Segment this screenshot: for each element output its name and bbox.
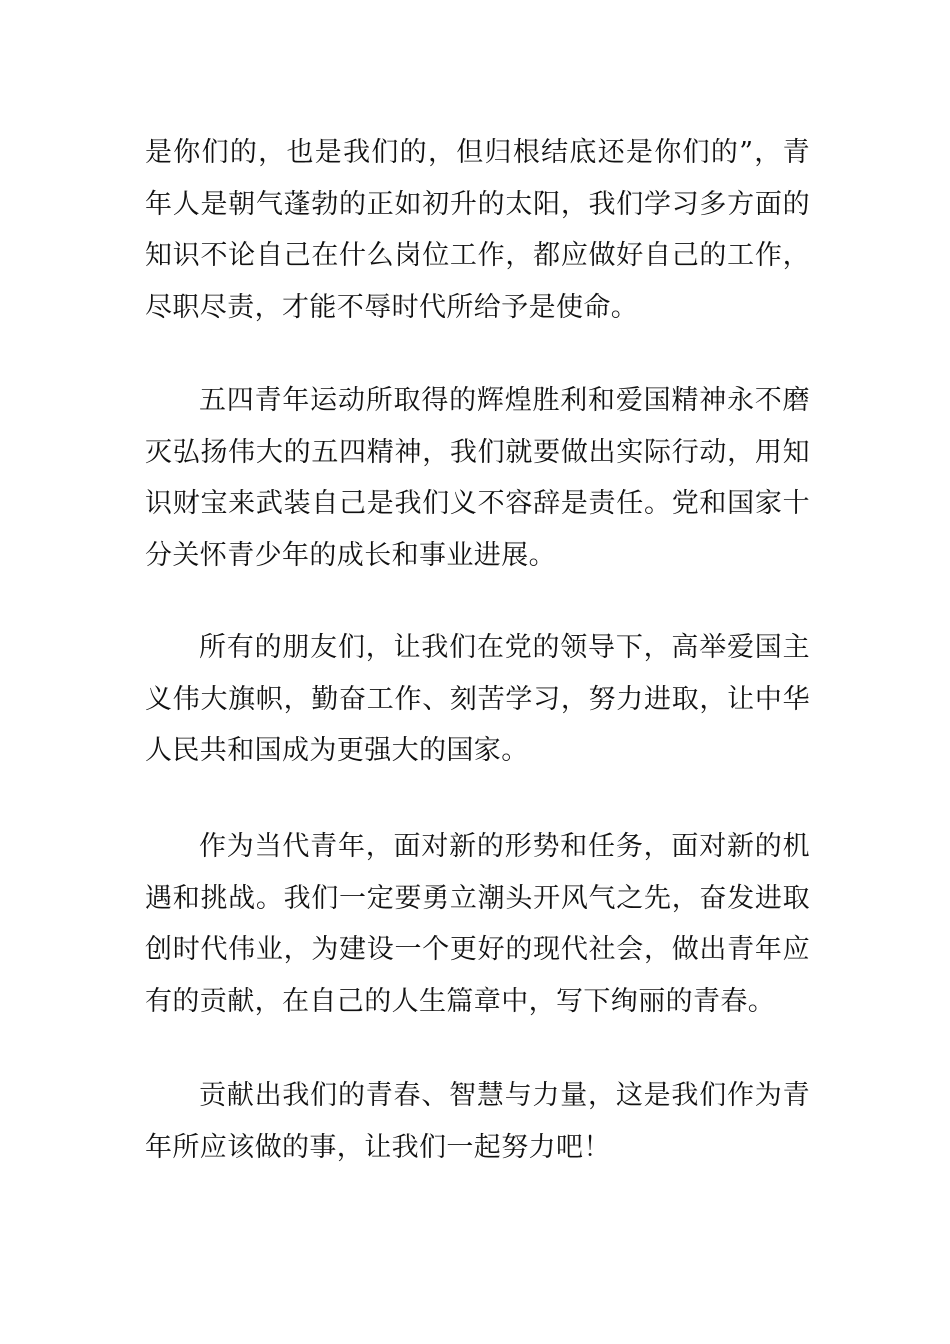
paragraph-call-to-friends: 所有的朋友们，让我们在党的领导下，高举爱国主义伟大旗帜，勤奋工作、刻苦学习，努力进取，让中华人民共和国成为更强大的国家。 (145, 632, 810, 766)
paragraph-closing: 贡献出我们的青春、智慧与力量，这是我们作为青年所应该做的事，让我们一起努力吧！ (145, 1080, 810, 1163)
paragraph-continuation: 是你们的，也是我们的，但归根结底还是你们的”，青年人是朝气蓬勃的正如初升的太阳，我们学习多方面的知识不论自己在什么岗位工作，都应做好自己的工作，尽职尽责，才能不辱时代所给予是使命。 (145, 137, 810, 323)
paragraph-contemporary-youth: 作为当代青年，面对新的形势和任务，面对新的机遇和挑战。我们一定要勇立潮头开风气之先，奋发进取创时代伟业，为建设一个更好的现代社会，做出青年应有的贡献，在自己的人生篇章中，写下绚丽的青春。 (145, 831, 810, 1017)
paragraph-may-fourth-spirit: 五四青年运动所取得的辉煌胜利和爱国精神永不磨灭弘扬伟大的五四精神，我们就要做出实际行动，用知识财宝来武装自己是我们义不容辞是责任。党和国家十分关怀青少年的成长和事业进展。 (145, 385, 810, 571)
